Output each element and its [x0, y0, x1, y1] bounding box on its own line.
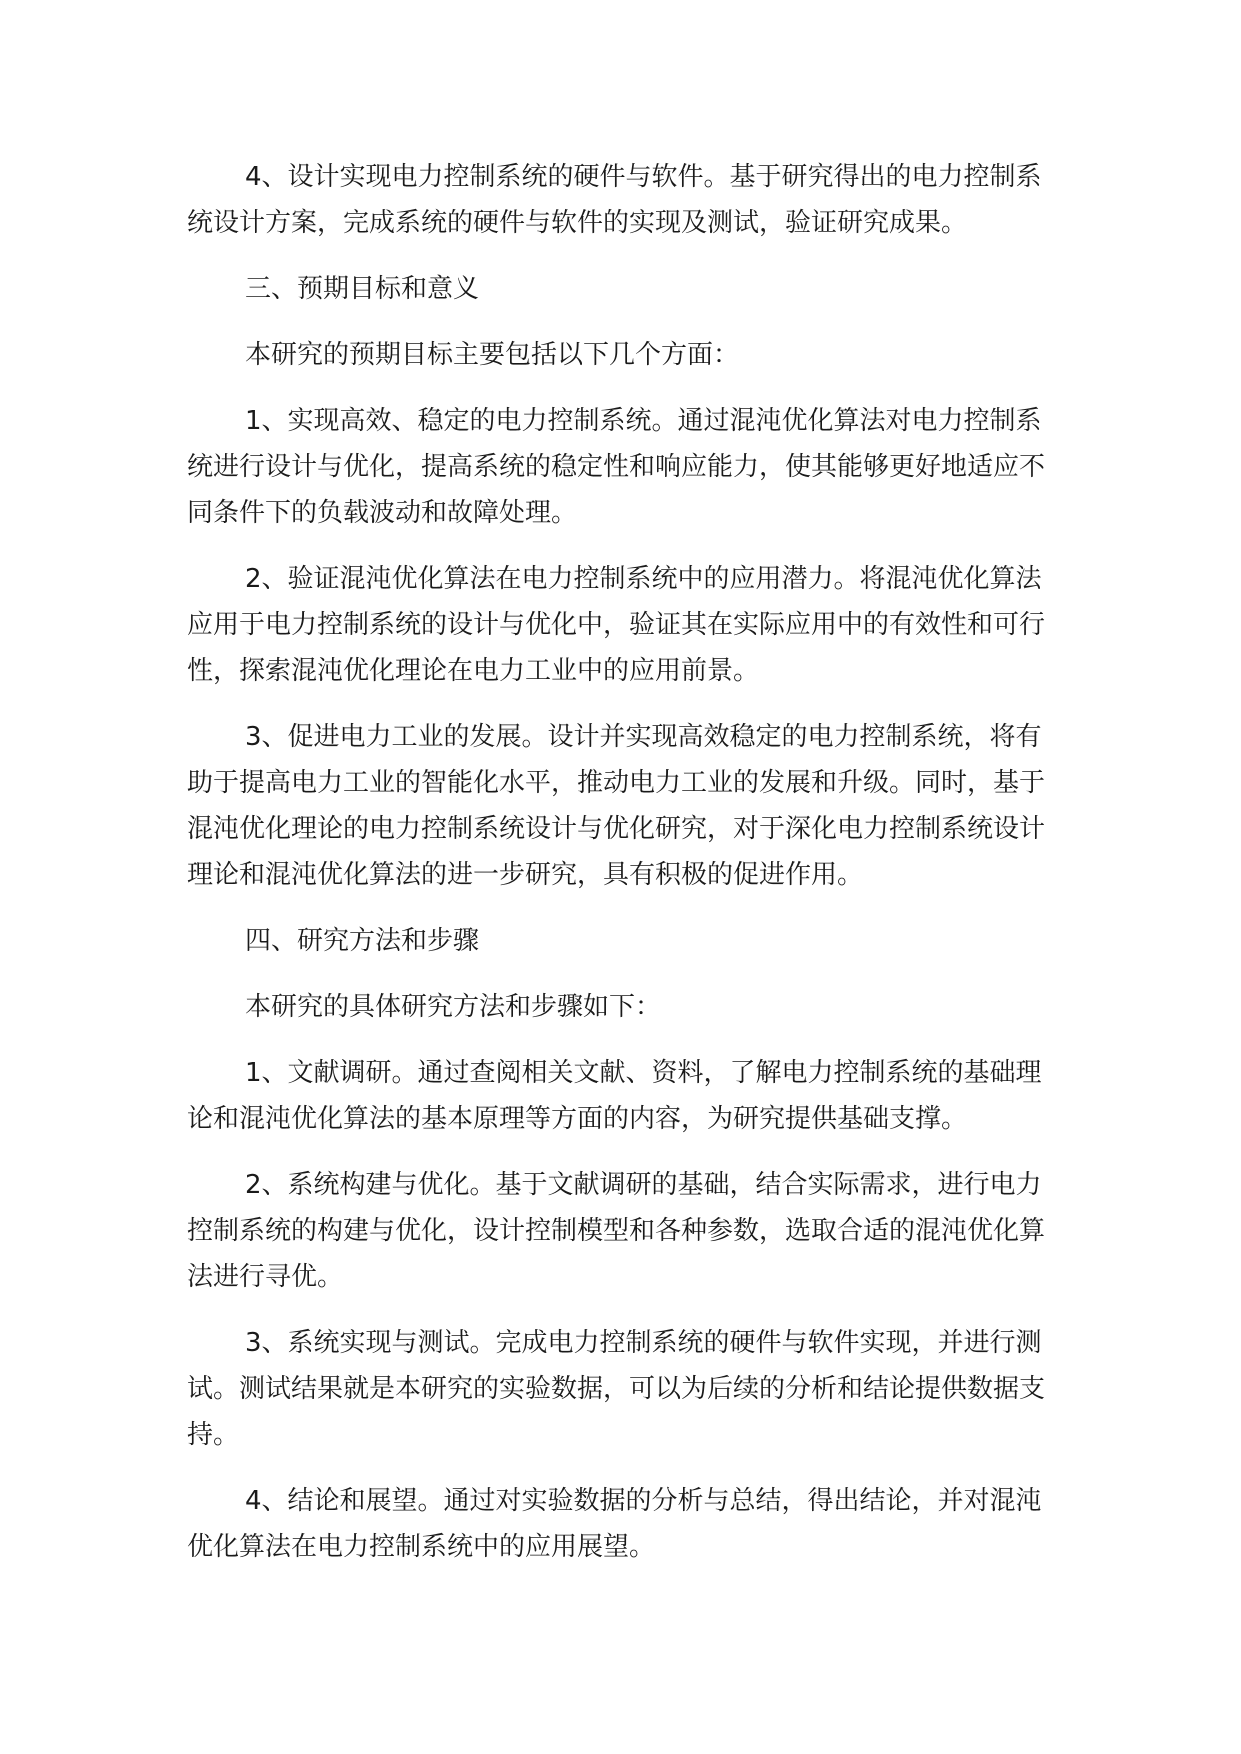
paragraph-design-hardware-software: 4、设计实现电力控制系统的硬件与软件。基于研究得出的电力控制系统设计方案，完成系统的硬件与软件的实现及测试，验证研究成果。	[187, 162, 1042, 238]
paragraph-goal-2: 2、验证混沌优化算法在电力控制系统中的应用潜力。将混沌优化算法应用于电力控制系统的设计与优化中，验证其在实际应用中的有效性和可行性，探索混沌优化理论在电力工业中的应用前景。	[187, 564, 1046, 686]
paragraph-goals-intro: 本研究的预期目标主要包括以下几个方面：	[245, 340, 740, 370]
section-heading-goals: 三、预期目标和意义	[245, 274, 480, 304]
paragraph-goal-1: 1、实现高效、稳定的电力控制系统。通过混沌优化算法对电力控制系统进行设计与优化，提高系统的稳定性和响应能力，使其能够更好地适应不同条件下的负载波动和故障处理。	[187, 406, 1046, 528]
paragraph-goal-3: 3、促进电力工业的发展。设计并实现高效稳定的电力控制系统，将有助于提高电力工业的智能化水平，推动电力工业的发展和升级。同时，基于混沌优化理论的电力控制系统设计与优化研究，对于深化电力控制系统设计理论和混沌优化算法的进一步研究，具有积极的促进作用。	[187, 722, 1046, 890]
paragraph-method-2: 2、系统构建与优化。基于文献调研的基础，结合实际需求，进行电力控制系统的构建与优化，设计控制模型和各种参数，选取合适的混沌优化算法进行寻优。	[187, 1170, 1046, 1292]
paragraph-method-4: 4、结论和展望。通过对实验数据的分析与总结，得出结论，并对混沌优化算法在电力控制系统中的应用展望。	[187, 1486, 1042, 1562]
paragraph-method-1: 1、文献调研。通过查阅相关文献、资料，了解电力控制系统的基础理论和混沌优化算法的基本原理等方面的内容，为研究提供基础支撑。	[187, 1058, 1042, 1134]
paragraph-methods-intro: 本研究的具体研究方法和步骤如下：	[245, 992, 662, 1022]
document-body	[187, 154, 1067, 1590]
section-heading-methods: 四、研究方法和步骤	[245, 926, 480, 956]
paragraph-method-3: 3、系统实现与测试。完成电力控制系统的硬件与软件实现，并进行测试。测试结果就是本研究的实验数据，可以为后续的分析和结论提供数据支持。	[187, 1328, 1046, 1450]
